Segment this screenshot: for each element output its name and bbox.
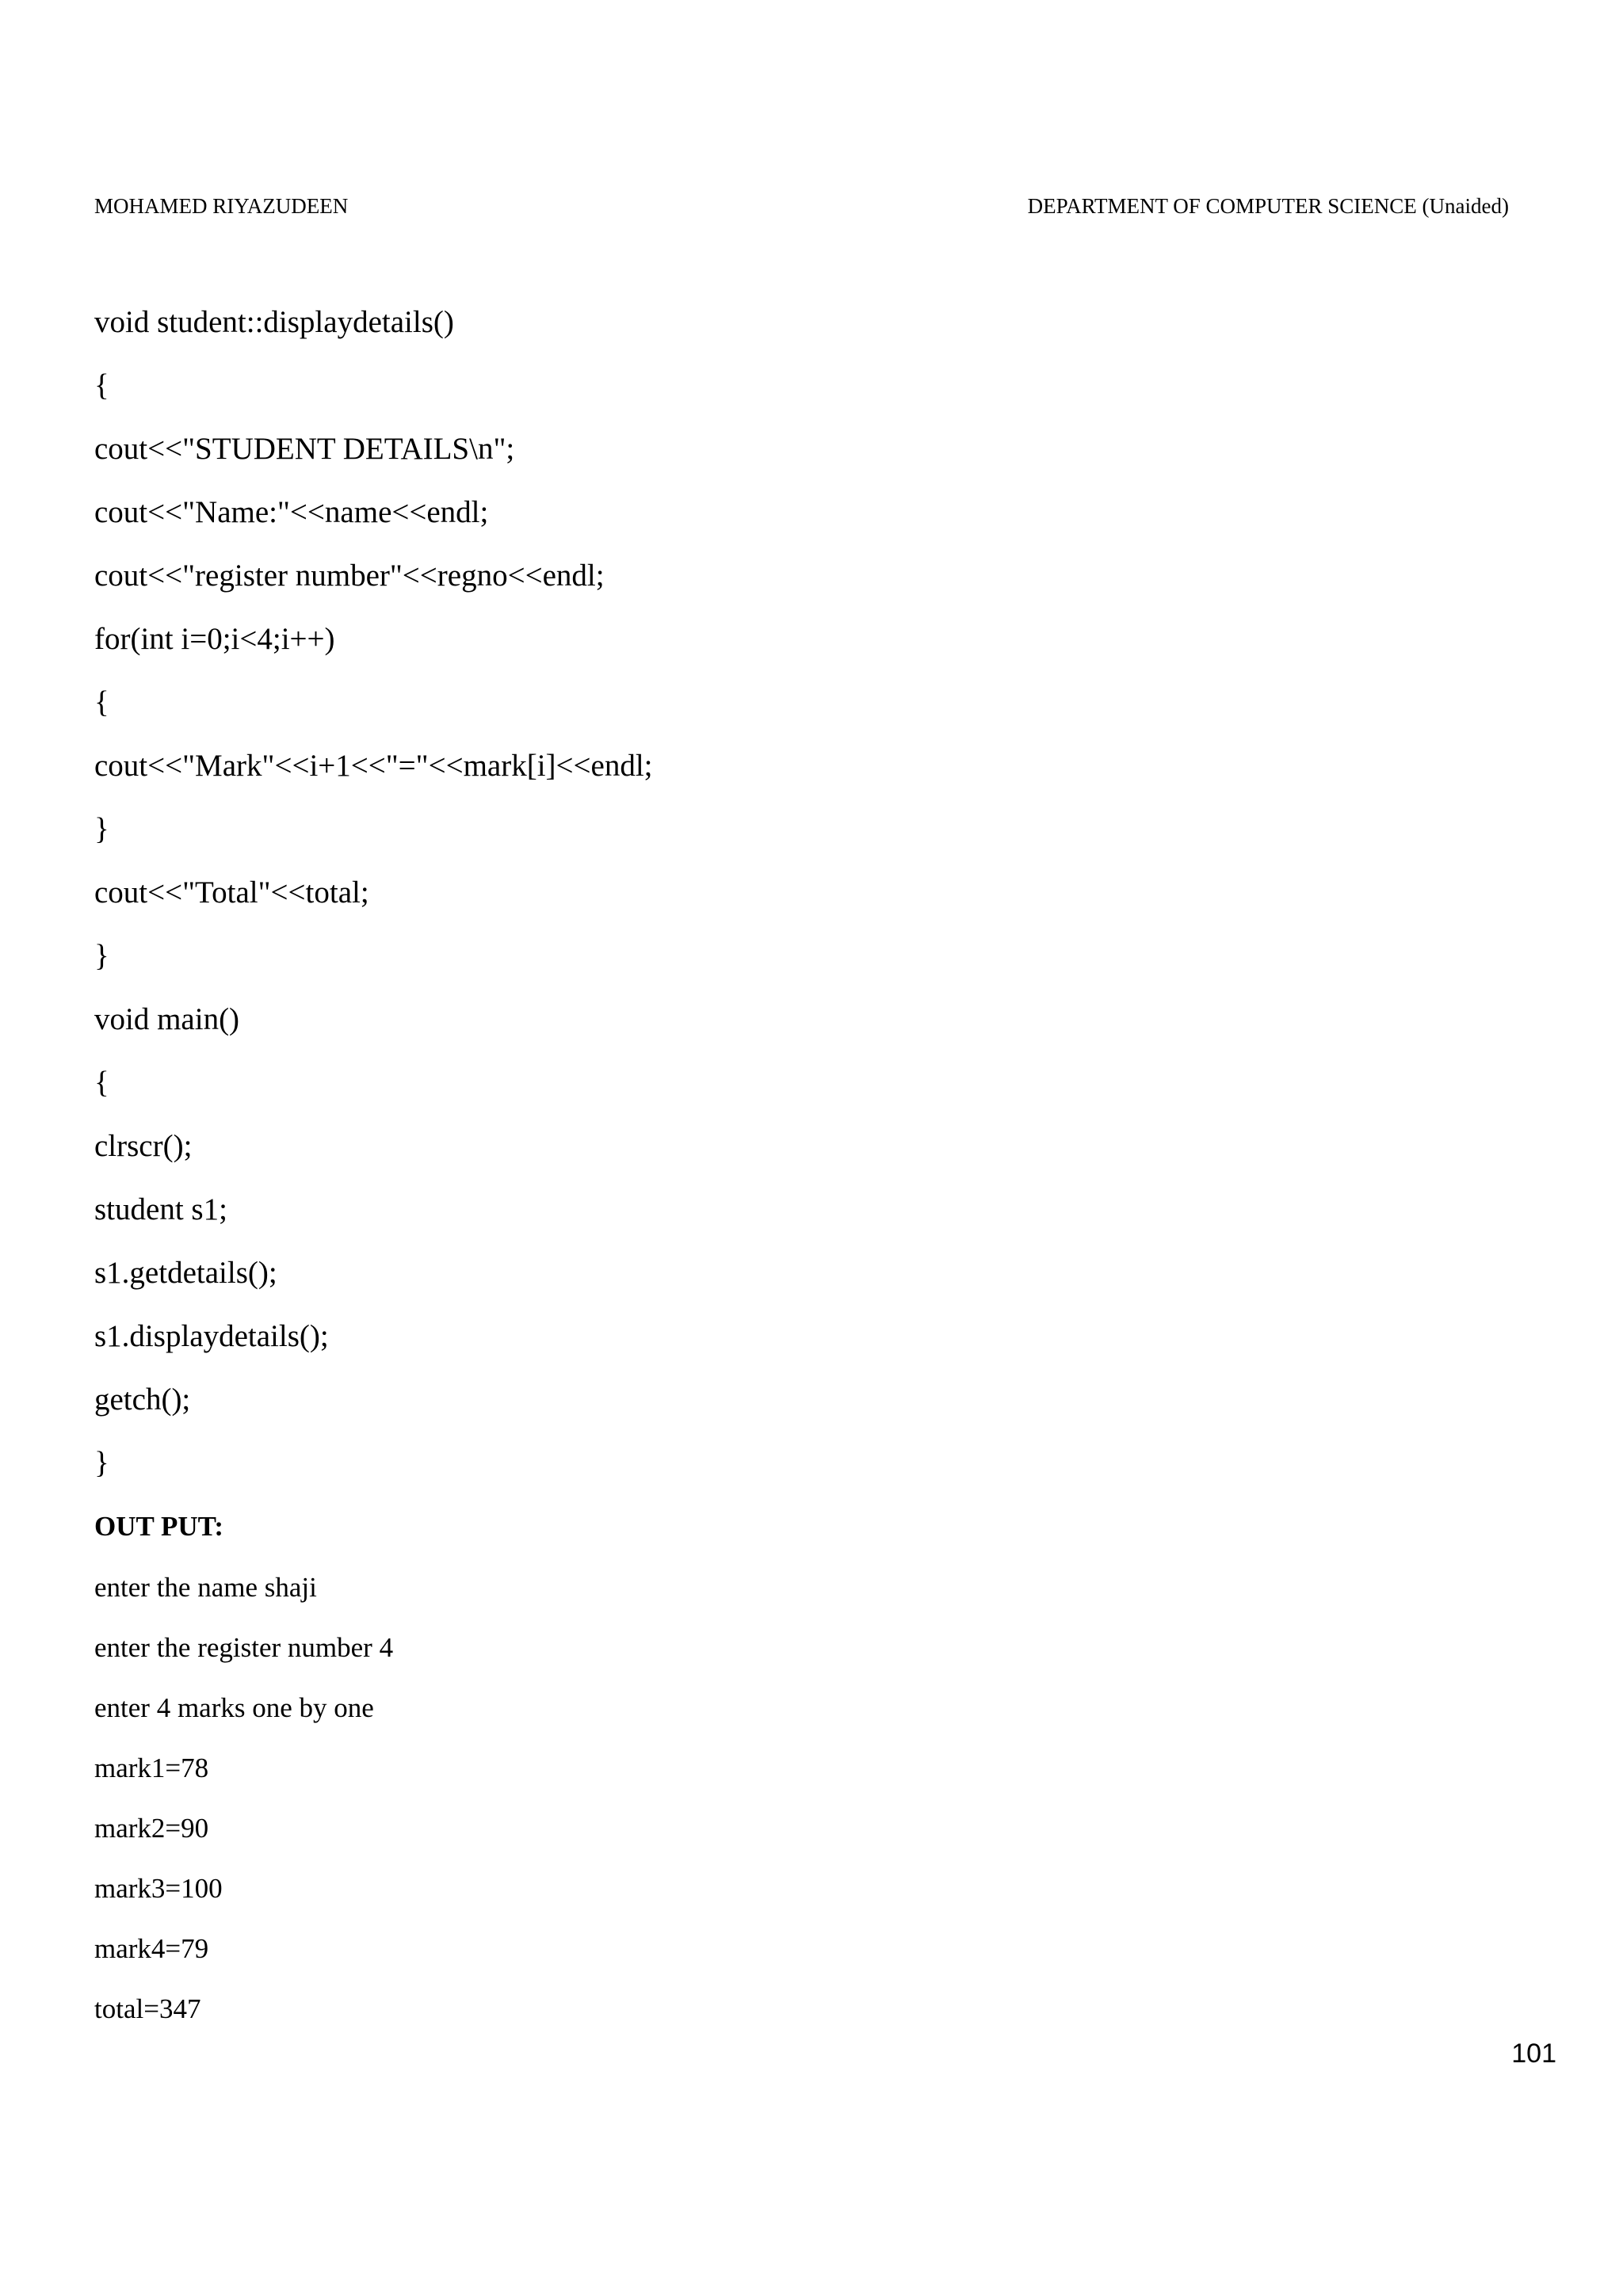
code-line: getch(); <box>94 1383 191 1417</box>
header-department: DEPARTMENT OF COMPUTER SCIENCE (Unaided) <box>1027 194 1509 218</box>
code-line: void main() <box>94 1002 240 1036</box>
output-line: mark4=79 <box>94 1933 209 1964</box>
header-author: MOHAMED RIYAZUDEEN <box>94 194 349 218</box>
code-line: s1.displaydetails(); <box>94 1319 329 1353</box>
code-line: cout<<"Total"<<total; <box>94 875 369 910</box>
output-line: enter the name shaji <box>94 1572 317 1603</box>
code-line: { <box>94 685 109 719</box>
code-line: cout<<"STUDENT DETAILS\n"; <box>94 432 515 466</box>
output-line: mark2=90 <box>94 1813 209 1844</box>
code-line: } <box>94 939 109 973</box>
output-line: mark1=78 <box>94 1753 209 1783</box>
code-listing <box>94 303 653 1508</box>
output-line: total=347 <box>94 1993 201 2024</box>
code-line: s1.getdetails(); <box>94 1256 277 1290</box>
code-line: for(int i=0;i<4;i++) <box>94 622 335 656</box>
code-line: { <box>94 368 109 402</box>
code-line: } <box>94 812 109 846</box>
output-heading: OUT PUT: <box>94 1511 224 1542</box>
page-number: 101 <box>1511 2039 1556 2069</box>
code-line: cout<<"Name:"<<name<<endl; <box>94 495 489 529</box>
code-line: cout<<"register number"<<regno<<endl; <box>94 559 605 593</box>
code-line: } <box>94 1446 109 1480</box>
program-output <box>94 1570 393 2052</box>
code-line: { <box>94 1066 109 1100</box>
output-line: enter 4 marks one by one <box>94 1692 374 1723</box>
code-line: void student::displaydetails() <box>94 305 454 339</box>
code-line: clrscr(); <box>94 1129 193 1163</box>
output-line: mark3=100 <box>94 1873 223 1904</box>
output-line: enter the register number 4 <box>94 1632 394 1663</box>
code-line: cout<<"Mark"<<i+1<<"="<<mark[i]<<endl; <box>94 749 653 783</box>
code-line: student s1; <box>94 1192 227 1226</box>
